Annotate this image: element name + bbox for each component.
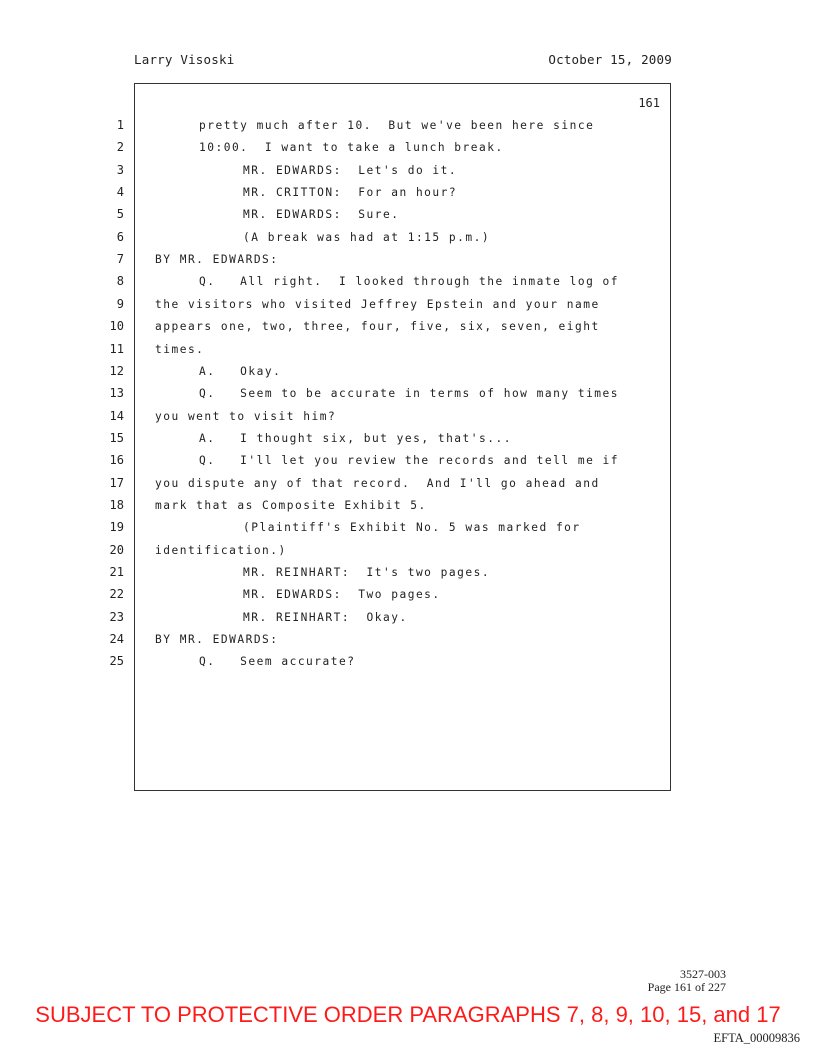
bates-number: EFTA_00009836 [713,1031,800,1045]
transcript-line: pretty much after 10. But we've been here since [199,119,595,132]
line-number: 18 [109,497,124,512]
line-number: 10 [109,319,124,334]
line-number: 8 [116,274,124,289]
transcript-line: 10:00. I want to take a lunch break. [199,141,504,155]
line-number: 7 [116,252,124,267]
page-count: Page 161 of 227 [647,980,726,994]
transcript-line: (Plaintiff's Exhibit No. 5 was marked for [243,521,581,535]
transcript-line: mark that as Composite Exhibit 5. [155,498,427,512]
line-number: 17 [109,475,124,490]
transcript-line: MR. EDWARDS: Two pages. [243,588,441,602]
transcript-line: you dispute any of that record. And I'll go ahead and [155,476,600,490]
line-number: 21 [109,565,124,579]
transcript-line: MR. REINHART: It's two pages. [243,566,491,579]
line-number: 9 [116,296,124,311]
line-number: 11 [109,341,124,356]
line-number: 24 [109,632,124,647]
line-number: 3 [116,162,124,177]
line-number: 6 [116,229,124,244]
line-number: 5 [116,207,124,222]
transcript-line: times. [155,342,205,356]
line-number: 22 [109,587,124,602]
transcript-line: MR. EDWARDS: Sure. [243,208,400,222]
line-number: 25 [109,654,124,669]
transcript-line: A. Okay. [199,364,282,378]
line-number: 2 [116,140,124,155]
transcript-line: Q. All right. I looked through the inmate log of [199,275,620,289]
line-number: 12 [109,363,124,378]
deposition-date: October 15, 2009 [548,52,672,67]
case-number: 3527-003 [680,967,726,981]
line-number: 13 [109,386,124,401]
transcript-line: BY MR. EDWARDS: [155,253,279,267]
transcript-page-number: 161 [638,96,660,110]
transcript-line: A. I thought six, but yes, that's... [199,431,512,445]
line-number: 23 [109,609,124,624]
line-number: 1 [116,118,124,132]
transcript-line: the visitors who visited Jeffrey Epstein and your name [155,297,600,311]
transcript-line: identification.) [155,543,287,557]
transcript-line: MR. EDWARDS: Let's do it. [243,163,458,177]
transcript-line: you went to visit him? [155,409,337,423]
transcript-frame [134,83,671,791]
transcript-line: Q. I'll let you review the records and tell me if [199,454,620,468]
transcript-line: Q. Seem to be accurate in terms of how many times [199,387,620,401]
line-number: 14 [109,408,124,423]
transcript-line: BY MR. EDWARDS: [155,633,279,647]
line-number: 4 [116,185,124,200]
line-number: 20 [109,542,124,557]
transcript-line: Q. Seem accurate? [199,655,356,669]
transcript-line: MR. CRITTON: For an hour? [243,186,458,200]
transcript-line: (A break was had at 1:15 p.m.) [243,230,491,244]
witness-name: Larry Visoski [134,52,235,67]
line-number: 15 [109,430,124,445]
transcript-line: MR. REINHART: Okay. [243,610,408,624]
document-footer-id [648,968,726,994]
transcript-line: appears one, two, three, four, five, six, seven, eight [155,320,600,334]
line-number: 16 [109,453,124,468]
line-number: 19 [109,520,124,535]
protective-order-notice: SUBJECT TO PROTECTIVE ORDER PARAGRAPHS 7, 8, 9, 10, 15, and 17 [35,1002,781,1027]
